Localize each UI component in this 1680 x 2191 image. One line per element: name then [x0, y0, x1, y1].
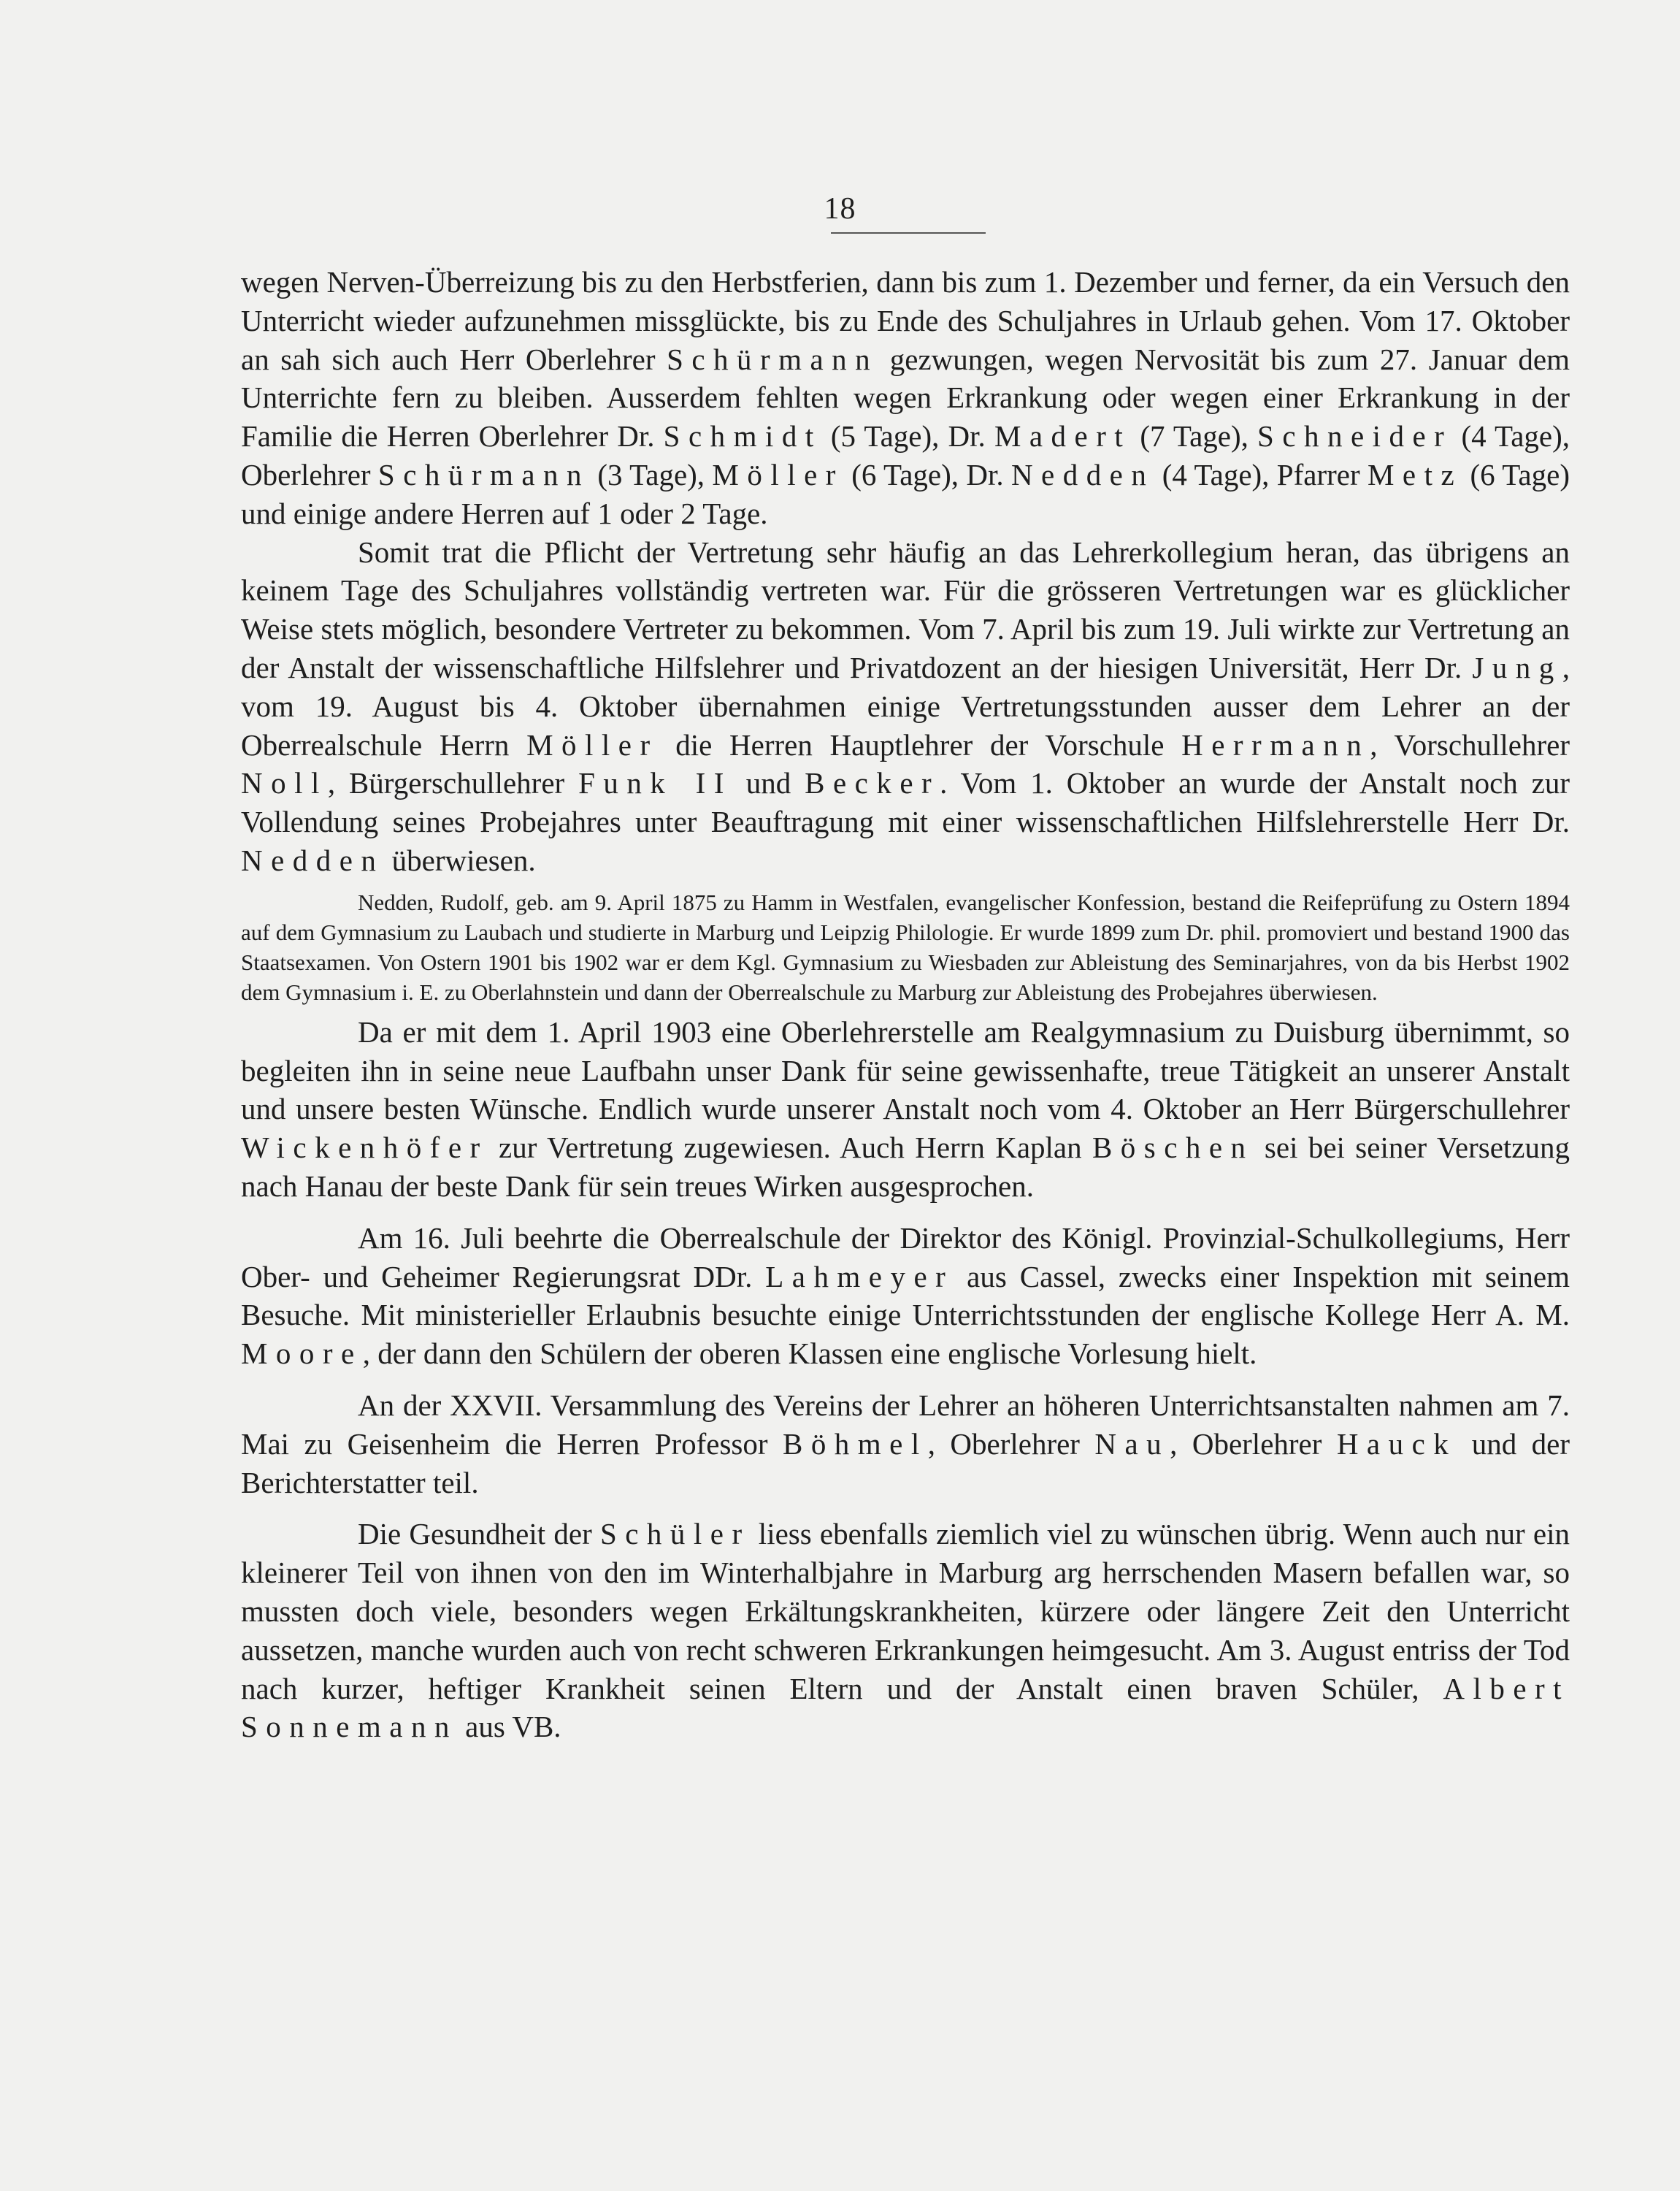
header-rule: [831, 232, 986, 234]
paragraph-inspection: Am 16. Juli beehrte die Oberrealschule der Direktor des Königl. Provinzial-Schulkollegiums, Herr Ober- und Geheimer Regierungsrat DDr. Lahmeyer aus Cassel, zwecks einer Inspektion mit seinem Besuche. Mit ministerieller Erlaubnis besuchte einige Unterrichtsstunden der englische Kollege Herr A. M. Moore, der dann den Schülern der oberen Klassen eine englische Vorlesung hielt.: [241, 1220, 1570, 1371]
paragraph-absences: wegen Nerven-Überreizung bis zu den Herbstferien, dann bis zum 1. Dezember und ferner, da ein Versuch den Unterricht wieder aufzunehmen missglückte, bis zu Ende des Schuljahres in Urlaub gehen. Vom 17. Oktober an sah sich auch Herr Oberlehrer Schürmann gezwungen, wegen Nervosität bis zum 27. Januar dem Unterrichte fern zu bleiben. Ausserdem fehlten wegen Erkrankung oder wegen einer Erkrankung in der Familie die Herren Oberlehrer Dr. Schmidt (5 Tage), Dr. Madert (7 Tage), Schneider (4 Tage), Oberlehrer Schürmann (3 Tage), Möller (6 Tage), Dr. Nedden (4 Tage), Pfarrer Metz (6 Tage) und einige andere Herren auf 1 oder 2 Tage.: [241, 265, 1570, 530]
paragraph-health: Die Gesundheit der Schüler liess ebenfalls ziemlich viel zu wünschen übrig. Wenn auch nur ein kleinerer Teil von ihnen von den im Winterhalbjahre in Marburg arg herrschenden Masern befallen war, so mussten doch viele, besonders wegen Erkältungskrankheiten, kürzere oder längere Zeit den Unterricht aussetzen, manche wurden auch von recht schweren Erkrankungen heimgesucht. Am 3. August entriss der Tod nach kurzer, heftiger Krankheit seinen Eltern und der Anstalt einen braven Schüler, Albert Sonnemann aus VB.: [241, 1517, 1570, 1744]
biographical-note: Nedden, Rudolf, geb. am 9. April 1875 zu Hamm in Westfalen, evangelischer Konfession, bestand die Reifeprüfung zu Ostern 1894 auf dem Gymnasium zu Laubach und studierte in Marburg und Leipzig Philologie. Er wurde 1899 zum Dr. phil. promoviert und bestand 1900 das Staatsexamen. Von Ostern 1901 bis 1902 war er dem Kgl. Gymnasium zu Wiesbaden zur Ableistung des Seminarjahres, von da bis Herbst 1902 dem Gymnasium i. E. zu Oberlahnstein und dann der Oberrealschule zu Marburg zur Ableistung des Probejahres überwiesen.: [241, 889, 1570, 1005]
paragraph-assembly: An der XXVII. Versammlung des Vereins der Lehrer an höheren Unterrichtsanstalten nahmen am 7. Mai zu Geisenheim die Herren Professor Böhmel, Oberlehrer Nau, Oberlehrer Hauck und der Berichterstatter teil.: [241, 1388, 1570, 1499]
page-body: [241, 263, 1570, 1746]
paragraph-substitutes: Somit trat die Pflicht der Vertretung sehr häufig an das Lehrerkollegium heran, das übrigens an keinem Tage des Schuljahres vollständig vertreten war. Für die grösseren Vertretungen war es glücklicher Weise stets möglich, besondere Vertreter zu bekommen. Vom 7. April bis zum 19. Juli wirkte zur Vertretung an der Anstalt der wissenschaftliche Hilfslehrer und Privatdozent an der hiesigen Universität, Herr Dr. Jung, vom 19. August bis 4. Oktober übernahmen einige Vertretungsstunden ausser dem Lehrer an der Oberrealschule Herrn Möller die Herren Hauptlehrer der Vorschule Herrmann, Vorschullehrer Noll, Bürgerschullehrer Funk II und Becker. Vom 1. Oktober an wurde der Anstalt noch zur Vollendung seines Probejahres unter Beauftragung mit einer wissenschaftlichen Hilfslehrerstelle Herr Dr. Nedden überwiesen.: [241, 535, 1570, 877]
paragraph-farewell: Da er mit dem 1. April 1903 eine Oberlehrerstelle am Realgymnasium zu Duisburg übernimmt, so begleiten ihn in seine neue Laufbahn unser Dank für seine gewissenhafte, treue Tätigkeit an unserer Anstalt und unsere besten Wünsche. Endlich wurde unserer Anstalt noch vom 4. Oktober an Herr Bürgerschullehrer Wickenhöfer zur Vertretung zugewiesen. Auch Herrn Kaplan Böschen sei bei seiner Versetzung nach Hanau der beste Dank für sein treues Wirken ausgesprochen.: [241, 1014, 1570, 1203]
page-number: 18: [824, 192, 856, 226]
